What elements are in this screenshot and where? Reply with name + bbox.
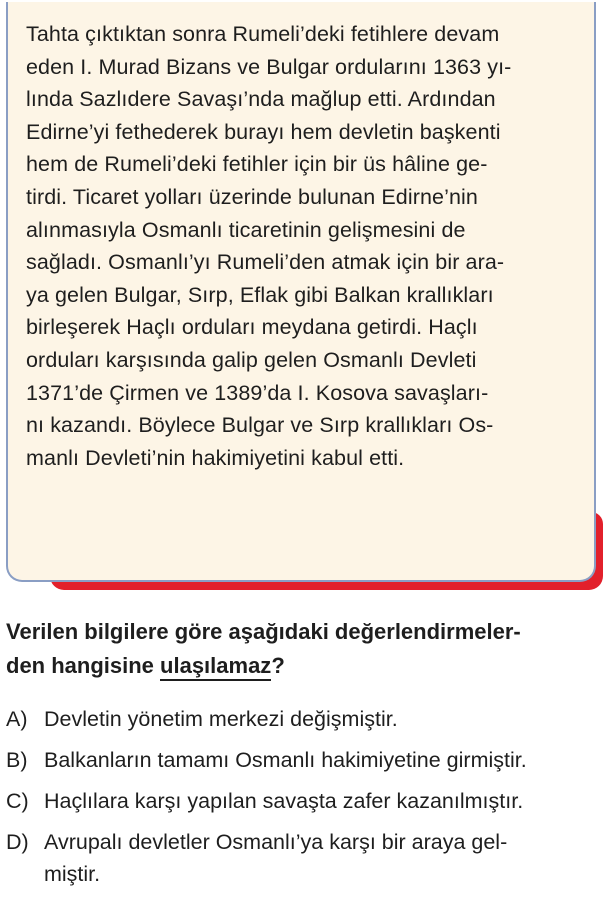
option-text-line: Haçlılara karşı yapılan savaşta zafer kazanılmıştır. bbox=[44, 789, 524, 813]
answer-option-a[interactable] bbox=[6, 703, 606, 735]
option-text-line: Avrupalı devletler Osmanlı’ya karşı bir araya gel- bbox=[44, 830, 508, 854]
question-stem bbox=[6, 615, 606, 683]
option-letter: B) bbox=[6, 748, 28, 772]
passage-line: Tahta çıktıktan sonra Rumeli’deki fetihlere devam bbox=[26, 22, 500, 46]
passage-line: alınmasıyla Osmanlı ticaretinin gelişmesini de bbox=[26, 217, 466, 242]
option-letter: D) bbox=[6, 830, 29, 854]
passage-line: nı kazandı. Böylece Bulgar ve Sırp krallıkları Os- bbox=[26, 413, 494, 438]
answer-option-c[interactable] bbox=[6, 785, 606, 817]
passage-line: 1371’de Çirmen ve 1389’da I. Kosova savaşları- bbox=[26, 380, 489, 405]
passage-line: sağladı. Osmanlı’yı Rumeli’den atmak için bir ara- bbox=[26, 250, 505, 275]
option-text bbox=[44, 744, 527, 776]
passage-line: birleşerek Haçlı orduları meydana getirdi. Haçlı bbox=[26, 315, 478, 340]
option-text-line: Devletin yönetim merkezi değişmiştir. bbox=[44, 707, 398, 731]
passage-box bbox=[6, 2, 596, 582]
passage-line: manlı Devleti’nin hakimiyetini kabul etti. bbox=[26, 445, 405, 470]
option-text-line: Balkanların tamamı Osmanlı hakimiyetine girmiştir. bbox=[44, 748, 527, 772]
option-text bbox=[44, 826, 507, 890]
option-text bbox=[44, 785, 523, 817]
passage-line: hem de Rumeli’deki fetihler için bir üs hâline ge- bbox=[26, 152, 488, 177]
option-letter: A) bbox=[6, 707, 28, 731]
passage-line: ya gelen Bulgar, Sırp, Eflak gibi Balkan krallıkları bbox=[26, 282, 494, 307]
answer-option-b[interactable] bbox=[6, 744, 606, 776]
question-line-1: Verilen bilgilere göre aşağıdaki değerlendirmeler- bbox=[6, 619, 521, 644]
passage-text bbox=[26, 18, 586, 474]
passage-line: eden I. Murad Bizans ve Bulgar ordularını 1363 yı- bbox=[26, 54, 512, 79]
passage-line: tirdi. Ticaret yolları üzerinde bulunan Edirne’nin bbox=[26, 184, 478, 209]
passage-line: lında Sazlıdere Savaşı’nda mağlup etti. Ardından bbox=[26, 87, 496, 112]
question-suffix: ? bbox=[271, 653, 285, 678]
question-prefix: den hangisine bbox=[6, 653, 161, 678]
question-underlined-word: ulaşılamaz bbox=[160, 653, 271, 681]
answer-options bbox=[6, 703, 606, 899]
option-letter: C) bbox=[6, 789, 29, 813]
option-text-line: miştir. bbox=[44, 862, 101, 886]
option-text bbox=[44, 703, 398, 735]
answer-option-d[interactable] bbox=[6, 826, 606, 890]
passage-line: Edirne’yi fethederek burayı hem devletin başkenti bbox=[26, 119, 501, 144]
question-line-2 bbox=[6, 649, 606, 683]
passage-line: orduları karşısında galip gelen Osmanlı Devleti bbox=[26, 347, 477, 372]
